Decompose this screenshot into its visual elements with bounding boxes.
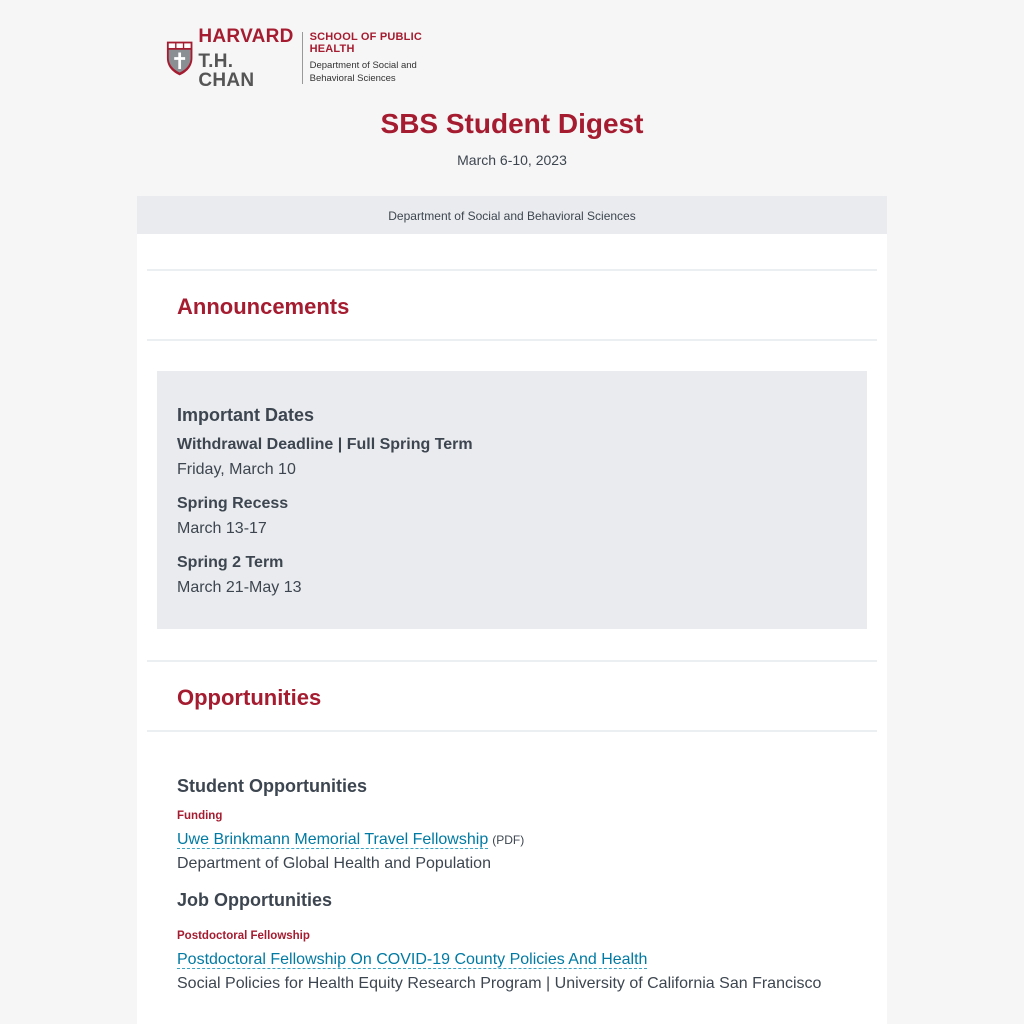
school-wordmark [310, 31, 456, 85]
divider [147, 269, 877, 271]
date-item-title: Spring 2 Term [177, 554, 284, 571]
date-item-text: March 13-17 [177, 520, 267, 537]
date-item-text: March 21-May 13 [177, 579, 302, 596]
date-item-text: Friday, March 10 [177, 461, 296, 478]
pdf-note: (PDF) [492, 833, 525, 847]
student-opportunity-org: Department of Global Health and Population [177, 855, 491, 872]
logo-department-text: Department of Social and Behavioral Sciences [309, 60, 417, 84]
job-link-row [177, 951, 647, 969]
job-opportunities-heading: Job Opportunities [177, 890, 332, 910]
harvard-chan-logo [166, 25, 456, 91]
student-opportunities-heading: Student Opportunities [177, 776, 367, 796]
department-bar: Department of Social and Behavioral Sciences [137, 196, 887, 234]
divider [147, 339, 877, 341]
divider [147, 730, 877, 732]
announcements-heading: Announcements [177, 294, 350, 319]
important-dates-heading: Important Dates [177, 405, 315, 425]
divider [147, 660, 877, 662]
fellowship-link-row [177, 831, 524, 849]
postdoc-tag: Postdoctoral Fellowship [177, 930, 310, 942]
job-opportunity-org: Social Policies for Health Equity Research Program | University of California San Francisco [177, 975, 822, 992]
opportunities-heading: Opportunities [177, 685, 322, 710]
funding-tag: Funding [177, 810, 223, 822]
digest-title: SBS Student Digest [380, 108, 644, 139]
content-panel [137, 234, 887, 1024]
logo-harvard-text: HARVARD [198, 25, 294, 47]
logo-divider [302, 32, 303, 84]
date-item-title: Withdrawal Deadline | Full Spring Term [177, 436, 473, 453]
date-item-title: Spring Recess [177, 495, 289, 512]
logo-chan-text: T.H. CHAN [198, 50, 255, 91]
harvard-wordmark [198, 27, 293, 90]
harvard-shield-icon [166, 38, 193, 78]
travel-fellowship-link[interactable]: Uwe Brinkmann Memorial Travel Fellowship [177, 831, 489, 848]
postdoc-fellowship-link[interactable]: Postdoctoral Fellowship On COVID-19 County Policies And Health [177, 951, 648, 968]
digest-date: March 6-10, 2023 [457, 152, 567, 168]
logo-school-text: SCHOOL OF PUBLIC HEALTH [309, 31, 422, 55]
